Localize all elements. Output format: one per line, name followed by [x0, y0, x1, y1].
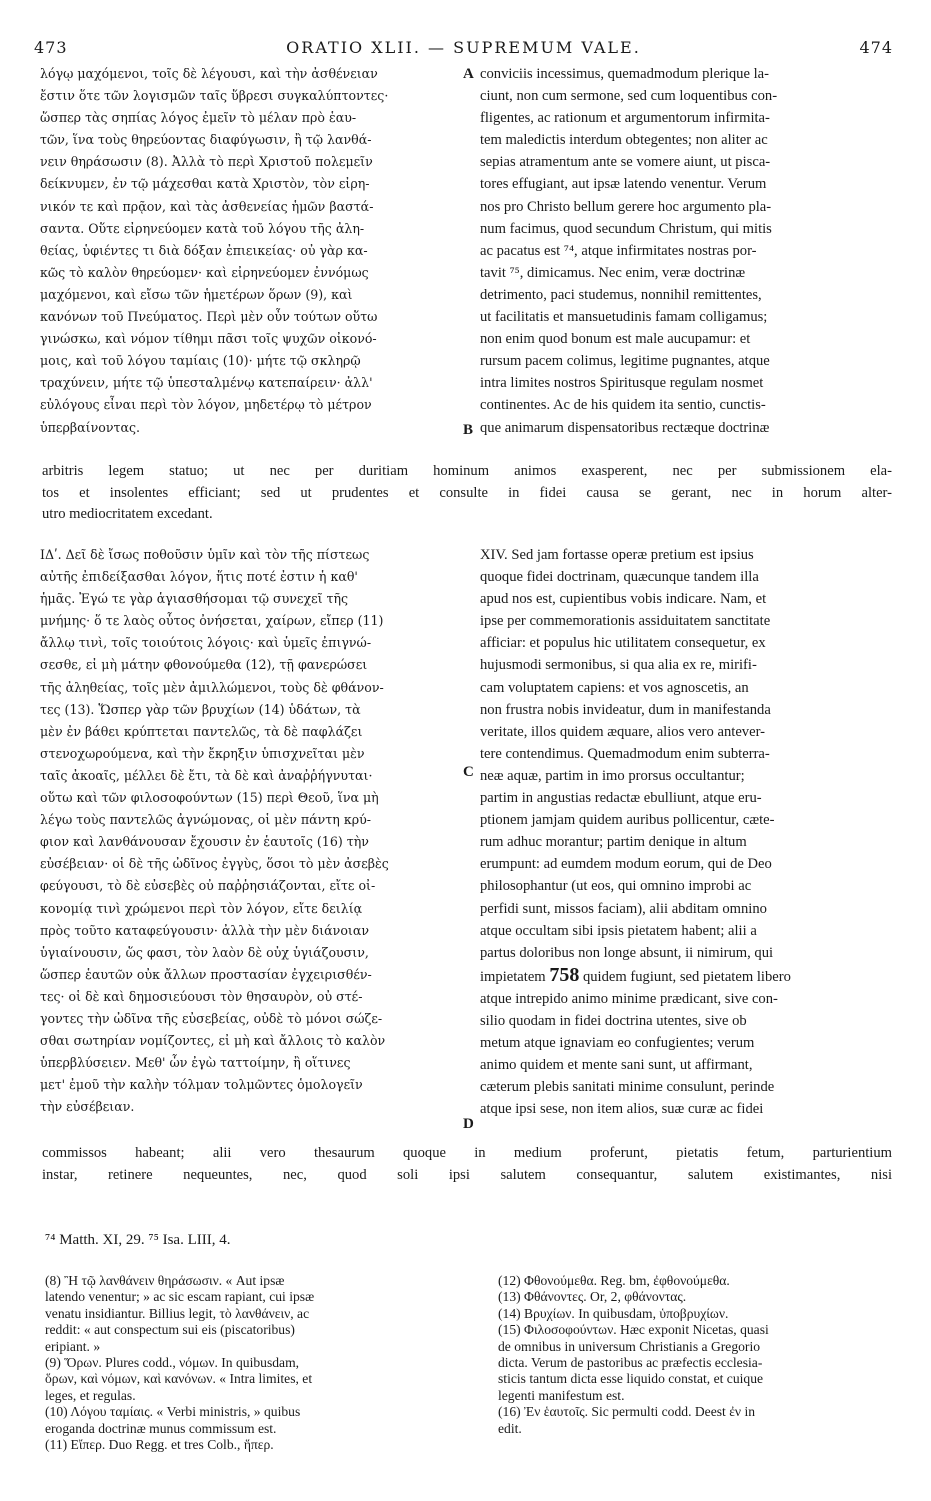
greek-line: σαντα. Οὕτε εἰρηνεύομεν κατὰ τοῦ λόγου τῆς ἀλη-: [40, 220, 365, 236]
latin-line: ipse per commemorationis assiduitatem sanctitate: [480, 613, 771, 630]
greek-line: ἔστιν ὅτε τῶν λογισμῶν ταῖς ὕβρεσι συγκαλύπτοντες·: [40, 88, 389, 104]
latin-line: conviciis incessimus, quemadmodum plerique la-: [480, 66, 769, 82]
footnote-line: eripiant. »: [45, 1338, 101, 1354]
greek-line: τῶν, ἵνα τοὺς θηρεύοντας διαφύγωσιν, ἢ τῷ λανθά-: [40, 132, 372, 148]
greek-line: μοις, καὶ τοῦ λόγου ταμίαις (10)· μήτε τῷ σκληρῷ: [40, 353, 361, 369]
latin-line: quoque fidei doctrinam, quæcunque tandem illa: [480, 569, 759, 586]
latin-line: ac pacatus est ⁷⁴, atque infirmitates nostras por-: [480, 242, 757, 259]
latin-line: philosophantur (ut eos, qui omnino improbi ac: [480, 878, 752, 895]
left-page-number: 473: [34, 38, 68, 57]
greek-line: τῆς ἀληθείας, τοῖς μὲν ἀμιλλώμενοι, τοὺς δὲ φθάνον-: [40, 679, 384, 695]
latin-line: animo quidem et mente sani sunt, ut affirmant,: [480, 1057, 753, 1074]
footnote-line: reddit: « aut conspectum sui eis (piscatoribus): [45, 1322, 295, 1338]
latin-line: non frustra nobis invideatur, dum in manifestanda: [480, 701, 771, 718]
greek-line: ἄλλῳ τινὶ, τοῖς τοιούτοις λόγοις· καὶ ὑμεῖς ἐπιγνώ-: [40, 635, 372, 651]
full-width-text-bottom: [42, 1143, 892, 1186]
running-header: [34, 38, 893, 60]
footnote-line: (13) Φθάνοντες. Or, 2, φθάνοντας.: [498, 1289, 687, 1305]
greek-line: μαχόμενοι, καὶ εἴσω τῶν ἡμετέρων ὅρων (9), καὶ: [40, 286, 353, 302]
latin-column-bottom: [480, 544, 892, 1120]
footnote-line: (11) Εἴπερ. Duo Regg. et tres Colb., ἥπερ.: [45, 1437, 274, 1453]
greek-line: φιον καὶ λανθάνουσαν ἔχουσιν ἐν ἑαυτοῖς (16) τὴν: [40, 834, 369, 850]
latin-line: detrimento, paci studemus, nonnihil remittentes,: [480, 286, 762, 303]
greek-line: ὑγιαίνουσιν, ὥς φασι, τὸν λαὸν δὲ οὐχ ὑγιάζουσιν,: [40, 944, 369, 960]
footnote-line: (15) Φιλοσοφούντων. Hæc exponit Nicetas, quasi: [498, 1322, 769, 1338]
footnote-line: de omnibus in universum Christianis a Gregorio: [498, 1338, 761, 1354]
footnote-line: dicta. Verum de pastoribus ac præfectis ecclesia-: [498, 1355, 763, 1371]
latin-line: atque intrepido animo minime prædicant, sive con-: [480, 990, 778, 1007]
latin-line: cam voluptatem capiens: et vos agnoscetis, an: [480, 679, 749, 696]
greek-line: ὥσπερ τὰς σηπίας λόγος ἐμεῖν τὸ μέλαν πρὸ ἑαυ-: [40, 110, 357, 126]
footnote-line: eroganda doctrinæ munus commissum est.: [45, 1420, 277, 1436]
latin-line: atque ipsi sese, non item alios, suæ curæ ac fidei: [480, 1101, 764, 1118]
text-line: tos et insolentes efficiant; sed ut prudentes et consulte in fidei causa se gerant, nec in horum alter-: [42, 484, 892, 501]
footnote-line: (9) Ὅρων. Plures codd., νόμων. In quibusdam,: [45, 1355, 300, 1371]
footnote-line: edit.: [498, 1420, 522, 1436]
latin-line: ut facilitatis et mansuetudinis famam colligamus;: [480, 309, 768, 326]
greek-line: ὥσπερ ἑαυτῶν οὐκ ἄλλων προστασίαν ἐγχειρισθέν-: [40, 966, 372, 982]
greek-line: τραχύνειν, μήτε τῷ ὑπεσταλμένῳ κατεπαίρειν· ἀλλ': [40, 375, 373, 391]
greek-line: σεσθε, εἰ μὴ μάτην φθονούμεθα (12), τῇ φανερώσει: [40, 657, 368, 673]
full-width-text-top: [42, 461, 892, 526]
greek-line: νικόν τε καὶ πρᾷον, καὶ τὰς ἀσθενείας ἡμῶν βαστά-: [40, 198, 374, 214]
greek-line: σθαι σωτηρίαν νομίζοντες, εἰ μὴ καὶ ἄλλοις τὸ καλὸν: [40, 1033, 386, 1049]
text-line: arbitris legem statuo; ut nec per duritiam hominum animos exasperent, nec per submissionem ela-: [42, 463, 892, 479]
footnotes-left: [45, 1273, 465, 1453]
latin-line: continentes. Ac de his quidem ita sentio, cunctis-: [480, 397, 766, 414]
latin-line: cæterum plebis sanitati minime consulunt, perinde: [480, 1079, 775, 1096]
greek-column-bottom: [40, 544, 465, 1118]
footnotes-right: [498, 1273, 898, 1437]
latin-line: perfidi sunt, missos faciam), alii abditam omnino: [480, 900, 767, 917]
latin-line: num facimus, quod secundum Christum, qui mitis: [480, 220, 772, 237]
latin-line: tere contendimus. Quemadmodum enim subterra-: [480, 745, 770, 762]
column-number: 758: [549, 963, 580, 986]
greek-line: πρὸς τοῦτο καταφεύγουσιν· ἀλλὰ τὴν μὲν διάνοιαν: [40, 922, 369, 938]
latin-line: neæ aquæ, partim in imo prorsus occultantur;: [480, 767, 745, 784]
latin-line: XIV. Sed jam fortasse operæ pretium est ipsius: [480, 547, 754, 563]
latin-line: nos pro Christo bellum gerere hoc argumento pla-: [480, 198, 772, 215]
latin-line: que animarum dispensatoribus rectæque doctrinæ: [480, 419, 770, 436]
greek-line: γοντες τὴν ὠδῖνα τῆς εὐσεβείας, οὐδὲ τὸ μόνοι σώζε-: [40, 1010, 383, 1026]
greek-line: λόγῳ μαχόμενοι, τοῖς δὲ λέγουσι, καὶ τὴν ἀσθένειαν: [40, 66, 378, 81]
latin-line: ptionem jamjam quidem auribus pollicentur, cæte-: [480, 812, 775, 829]
latin-line: veritate, illos quidem æquare, alios vero antever-: [480, 723, 765, 740]
footnote-line: latendo venentur; » ac sic escam rapiant, cui ipsæ: [45, 1289, 315, 1305]
latin-line: rursum pacem colimus, legitime pugnantes, atque: [480, 353, 770, 370]
greek-line: αὐτῆς ἐπιδείξασθαι λόγον, ἥτις ποτέ ἐστιν ἡ καθ': [40, 569, 358, 585]
greek-line: ταῖς ἀκοαῖς, μέλλει δὲ ἔτι, τὰ δὲ καὶ ἀναῤῥήγνυται·: [40, 767, 373, 783]
margin-letter-c: C: [463, 764, 474, 780]
right-page-number: 474: [859, 38, 893, 57]
latin-line: silio quodam in fidei doctrina utentes, sive ob: [480, 1012, 747, 1029]
running-title: ORATIO XLII. — SUPREMUM VALE.: [286, 38, 641, 57]
latin-line: impietatem 758 quidem fugiunt, sed pietatem libero: [480, 963, 791, 986]
greek-line: φεύγουσι, τὸ δὲ εὐσεβὲς οὐ παῤῥησιάζονται, εἴτε οἰ-: [40, 878, 376, 894]
latin-line: afficiar: et populus hic utilitatem consequetur, ex: [480, 635, 766, 652]
greek-line: κονομίᾳ τινὶ χρώμενοι περὶ τὸν λόγον, εἴτε δειλίᾳ: [40, 900, 363, 916]
latin-line: non enim quod bonum est male aucupamur: et: [480, 331, 751, 348]
latin-line: tem maledictis interdum obtegentes; non aliter ac: [480, 132, 768, 149]
footnote-line: (12) Φθονούμεθα. Reg. bm, ἐφθονούμεθα.: [498, 1273, 730, 1288]
latin-line: metum atque ignaviam eo confugientes; verum: [480, 1035, 755, 1052]
latin-line: hujusmodi sermonibus, si qua alia ex re, mirifi-: [480, 657, 757, 674]
greek-line: θείας, ὑφιέντες τι διὰ δόξαν ἐπιεικείας· οὐ γὰρ κα-: [40, 242, 368, 258]
greek-line: κῶς τὸ καλὸν θηρεύομεν· καὶ εἰρηνεύομεν ἐννόμως: [40, 264, 369, 280]
footnote-line: (8) Ἢ τῷ λανθάνειν θηράσωσιν. « Aut ipsæ: [45, 1273, 285, 1288]
latin-line: atque occultam sibi ipsis pietatem habent; alii a: [480, 922, 757, 939]
footnote-line: (10) Λόγου ταμίαις. « Verbi ministris, » quibus: [45, 1404, 301, 1420]
greek-line: τὴν εὐσέβειαν.: [40, 1099, 135, 1115]
greek-line: κανόνων τοῦ Πνεύματος. Περὶ μὲν οὖν τούτων οὕτω: [40, 309, 378, 325]
latin-line: erumpunt: ad eumdem modum eorum, qui de Deo: [480, 856, 772, 873]
footnote-line: (16) Ἐν ἑαυτοῖς. Sic permulti codd. Deest ἐν in: [498, 1404, 756, 1420]
latin-line: partus doloribus non longe absunt, ii nimirum, qui: [480, 944, 774, 961]
latin-line: tores effugiant, aut ipsæ latendo venentur. Verum: [480, 176, 767, 193]
text-line: instar, retinere nequeuntes, nec, quod soli ipsi salutem consequantur, salutem existimantes, nisi: [42, 1166, 892, 1183]
footnote-line: (14) Βρυχίων. In quibusdam, ὑποβρυχίων.: [498, 1305, 729, 1321]
greek-line: στενοχωρούμενα, καὶ τὴν ἔκρηξιν ὑπισχνεῖται μὲν: [40, 745, 365, 761]
latin-line: apud nos est, cupientibus vobis indicare. Nam, et: [480, 591, 767, 608]
greek-line: λέγω τοὺς παντελῶς ἀγνώμονας, οἱ μὲν πάντη κρύ-: [40, 812, 372, 828]
greek-line: νειν θηράσωσιν (8). Ἀλλὰ τὸ περὶ Χριστοῦ πολεμεῖν: [40, 154, 373, 170]
greek-column-top: [40, 63, 465, 439]
footnote-line: legenti manifestum est.: [498, 1387, 625, 1403]
latin-line: ciunt, non cum sermone, sed cum loquentibus con-: [480, 88, 778, 105]
latin-line: sepias atramentum ante se vomere aiunt, ut pisca-: [480, 154, 771, 171]
greek-line: οὕτω καὶ τῶν φιλοσοφούντων (15) περὶ Θεοῦ, ἵνα μὴ: [40, 790, 379, 806]
greek-line: ὑπερβλύσειεν. Μεθ' ὧν ἐγὼ ταττοίμην, ἢ οἵτινες: [40, 1055, 351, 1071]
margin-letter-a: A: [463, 66, 474, 82]
greek-line: τες (13). Ὥσπερ γὰρ τῶν βρυχίων (14) ὑδάτων, τὰ: [40, 701, 361, 717]
text-line: commissos habeant; alii vero thesaurum quoque in medium proferunt, pietatis fetum, parturientium: [42, 1145, 892, 1161]
greek-line: εὐλόγους εἶναι περὶ τὸν λόγον, μηδετέρῳ τὸ μέτρον: [40, 397, 372, 413]
footnote-line: sticis tantum dicta esse liquido constat, et cuique: [498, 1371, 764, 1387]
greek-line: μετ' ἐμοῦ τὴν καλὴν τόλμαν τολμῶντες ὁμολογεῖν: [40, 1077, 363, 1093]
greek-line: γινώσκω, καὶ νόμον τίθημι πᾶσι τοῖς ψυχῶν οἰκονό-: [40, 331, 377, 347]
margin-letter-b: B: [463, 422, 474, 438]
greek-line: ὑπερβαίνοντας.: [40, 419, 141, 435]
footnote-line: venatu insidiantur. Billius legit, τὸ λανθάνειν, ac: [45, 1305, 310, 1321]
latin-line: intra limites nostros Spiritusque regulam nosmet: [480, 375, 764, 392]
greek-line: ἡμᾶς. Ἐγώ τε γὰρ ἁγιασθήσομαι τῷ συνεχεῖ τῆς: [40, 591, 349, 607]
latin-column-top: [480, 63, 892, 439]
scripture-references: ⁷⁴ Matth. XI, 29. ⁷⁵ Isa. LIII, 4.: [45, 1232, 231, 1248]
latin-line: fligentes, ac rationum et argumentorum infirmita-: [480, 110, 770, 127]
greek-line: δείκνυμεν, ἐν τῷ μάχεσθαι κατὰ Χριστὸν, τὸν εἰρη-: [40, 176, 370, 192]
greek-line: ΙΔʹ. Δεῖ δὲ ἴσως ποθοῦσιν ὑμῖν καὶ τὸν τῆς πίστεως: [40, 547, 370, 562]
latin-line: rum adhuc morantur; partim denique in altum: [480, 834, 747, 851]
latin-line: tavit ⁷⁵, dimicamus. Nec enim, veræ doctrinæ: [480, 264, 746, 281]
footnote-line: ὅρων, καὶ νόμων, καὶ κανόνων. « Intra limites, et: [45, 1371, 313, 1387]
text-line: utro mediocritatem excedant.: [42, 506, 213, 522]
greek-line: εὐσέβειαν· οἱ δὲ τῆς ὠδῖνος ἐγγὺς, ὅσοι τὸ μὲν ἀσεβὲς: [40, 856, 389, 872]
greek-line: τες· οἱ δὲ καὶ δημοσιεύουσι τὸν θησαυρὸν, οὐ στέ-: [40, 988, 363, 1004]
greek-line: μνήμης· ὅ τε λαὸς οὗτος ὀνήσεται, χαίρων, εἴπερ (11): [40, 613, 384, 629]
margin-letter-d: D: [463, 1116, 474, 1132]
footnote-line: leges, et regulas.: [45, 1387, 136, 1403]
latin-line: partim in angustias redactæ ebulliunt, atque eru-: [480, 790, 762, 807]
greek-line: μὲν ἐν βάθει κρύπτεται παντελῶς, τὰ δὲ παφλάζει: [40, 723, 363, 739]
